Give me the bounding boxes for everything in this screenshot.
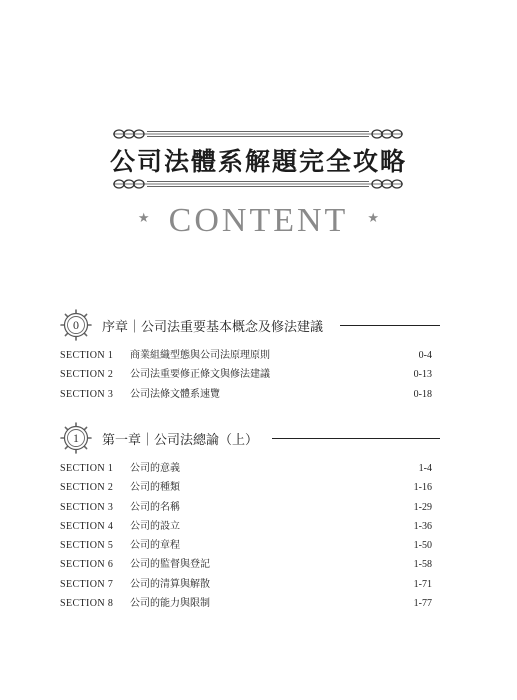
chapter-number: 0 [73,318,79,332]
section-label: SECTION 2 [60,369,114,381]
section-page: 1-4 [418,463,432,474]
chapter-rule [340,325,440,326]
section-title: 商業組織型態與公司法原理原則 [130,350,270,361]
section-title: 公司的設立 [130,520,180,532]
section-page: 0-4 [418,350,432,361]
section-label: SECTION 3 [60,388,114,400]
section-label: SECTION 5 [60,540,114,552]
section-row[interactable] [60,575,432,594]
section-label: SECTION 1 [60,463,114,474]
section-row[interactable] [60,459,432,478]
section-page: 1-16 [413,482,432,494]
section-label: SECTION 2 [60,482,114,494]
section-row[interactable] [60,478,432,497]
chapter-title: 序章｜公司法重要基本概念及修法建議 [102,320,324,335]
chapter-number: 1 [73,431,79,445]
chapter-rule [272,438,440,439]
section-row[interactable] [60,594,432,613]
section-row[interactable] [60,536,432,555]
content-heading [0,202,517,240]
section-label: SECTION 7 [60,578,114,590]
rope-ornament-bottom [113,177,403,191]
section-list [60,459,432,613]
section-row[interactable] [60,555,432,574]
section-page: 0-18 [413,388,432,400]
chapter-heading[interactable] [60,309,440,341]
section-title: 公司的清算與解散 [130,578,210,590]
section-page: 1-77 [413,598,432,610]
content-label: CONTENT [168,202,349,239]
section-page: 1-71 [413,578,432,590]
section-row[interactable] [60,517,432,536]
section-title: 公司法重要修正條文與修法建議 [130,369,270,381]
section-label: SECTION 4 [60,520,114,532]
section-title: 公司的監督與登記 [130,559,210,571]
section-page: 1-58 [413,559,432,571]
section-label: SECTION 1 [60,350,114,361]
section-row[interactable] [60,385,432,404]
section-label: SECTION 3 [60,501,114,513]
section-title: 公司的章程 [130,540,180,552]
chapter-heading[interactable] [60,422,440,454]
star-icon: ★ [367,210,380,226]
section-title: 公司的名稱 [130,501,180,513]
rope-ornament-top [113,127,403,141]
section-title: 公司法條文體系速覽 [130,388,220,400]
section-page: 1-50 [413,540,432,552]
chapter-title: 第一章｜公司法總論（上） [102,433,259,448]
section-page: 0-13 [413,369,432,381]
section-title: 公司的能力與限制 [130,598,210,610]
section-list [60,346,432,404]
section-label: SECTION 6 [60,559,114,571]
section-row[interactable] [60,346,432,365]
star-icon: ★ [137,210,150,226]
section-row[interactable] [60,498,432,517]
section-title: 公司的意義 [130,463,180,474]
section-label: SECTION 8 [60,598,114,610]
section-row[interactable] [60,365,432,384]
book-title: 公司法體系解題完全攻略 [109,147,407,176]
section-title: 公司的種類 [130,482,180,494]
section-page: 1-36 [413,520,432,532]
section-page: 1-29 [413,501,432,513]
